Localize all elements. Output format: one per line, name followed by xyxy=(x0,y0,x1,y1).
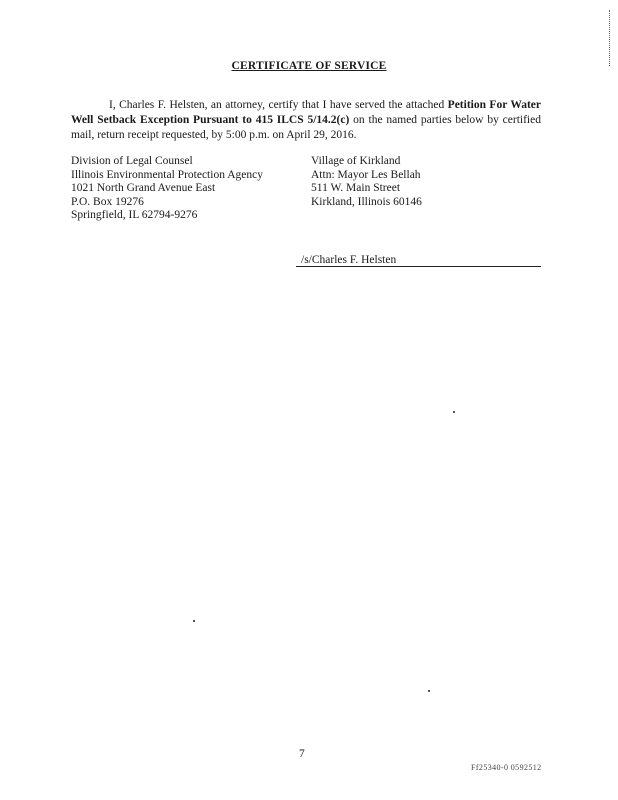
scan-speck xyxy=(453,411,455,413)
scan-speck xyxy=(428,690,430,692)
page-number: 7 xyxy=(299,748,305,760)
scan-speck xyxy=(193,620,195,622)
recipient-address-iepa xyxy=(71,155,263,223)
certification-paragraph xyxy=(71,98,541,143)
address-line: P.O. Box 19276 xyxy=(71,195,144,208)
paragraph-petition-title: Petition For Water Well Setback Exception Pursuant to 415 ILCS 5/14.2(c) xyxy=(71,99,541,126)
address-line: Attn: Mayor Les Bellah xyxy=(311,168,421,181)
document-title: CERTIFICATE OF SERVICE xyxy=(231,60,387,72)
electronic-signature: /s/Charles F. Helsten xyxy=(301,254,397,266)
address-line: Village of Kirkland xyxy=(311,155,401,167)
address-line: Illinois Environmental Protection Agency xyxy=(71,168,263,181)
paragraph-intro: I, Charles F. Helsten, an attorney, certify that I have served the attached xyxy=(109,99,448,111)
address-line: 1021 North Grand Avenue East xyxy=(71,182,216,195)
document-id: Ff25340-0 0592512 xyxy=(471,763,542,772)
paragraph-outro: on the named parties below by certified mail, return receipt requested, by 5:00 p.m. on April 29, 2016. xyxy=(71,114,541,141)
address-line: Division of Legal Counsel xyxy=(71,155,193,167)
margin-scan-mark xyxy=(609,10,612,66)
address-line: 511 W. Main Street xyxy=(311,182,401,195)
address-line: Springfield, IL 62794-9276 xyxy=(71,209,198,222)
address-line: Kirkland, Illinois 60146 xyxy=(311,195,422,208)
signature-line xyxy=(296,266,541,267)
recipient-address-kirkland xyxy=(311,155,422,209)
